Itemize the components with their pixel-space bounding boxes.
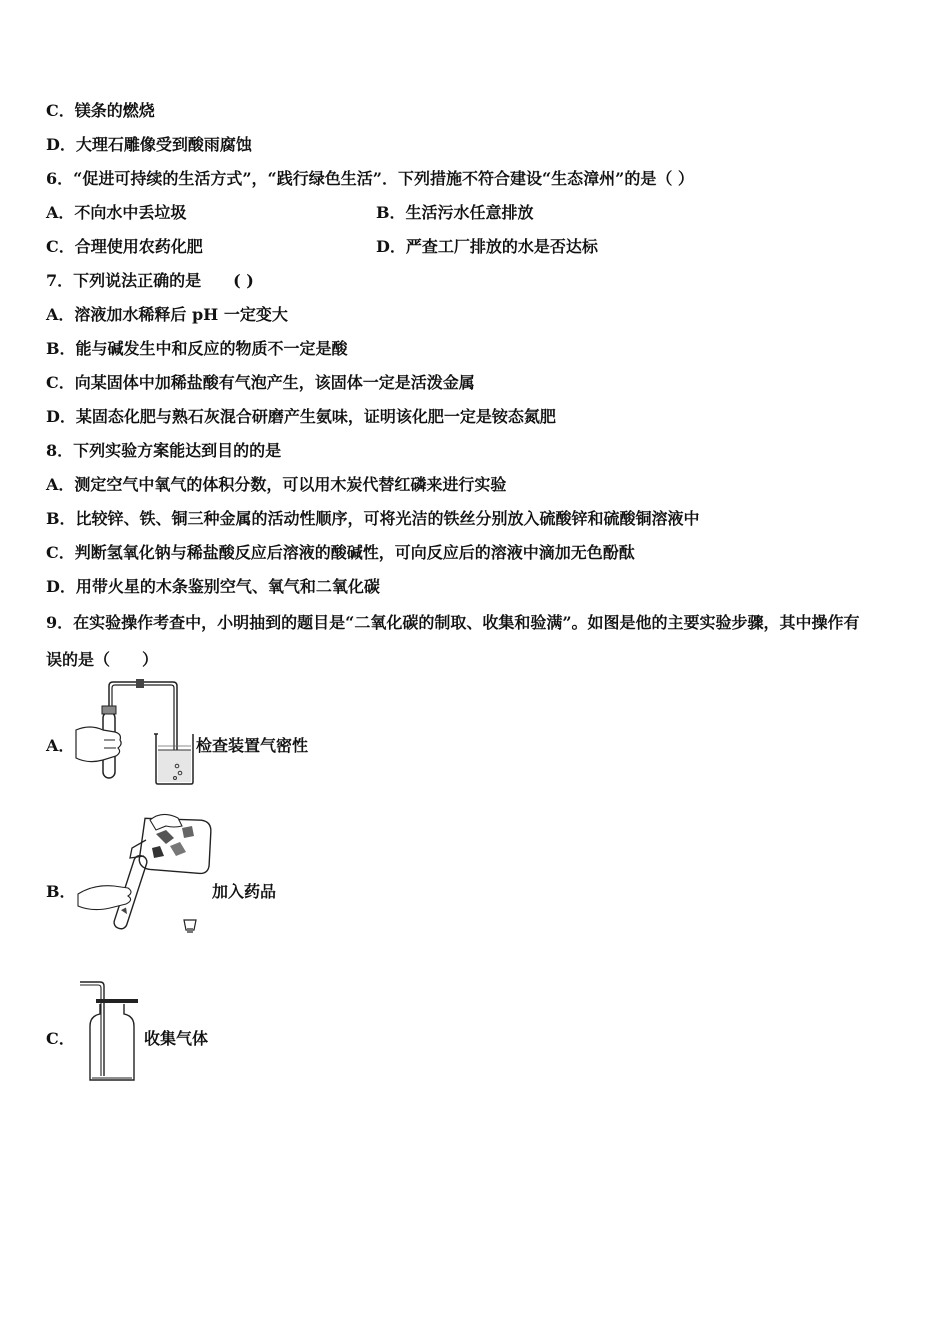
q6-option-d: D．严查工厂排放的水是否达标 xyxy=(376,237,598,256)
q9-option-b-letter: B． xyxy=(46,882,76,901)
q6-option-a: A．不向水中丢垃圾 xyxy=(46,203,187,222)
adding-reagent-figure xyxy=(70,812,215,937)
gas-collection-figure xyxy=(78,978,144,1084)
q8-option-a: A．测定空气中氧气的体积分数，可以用木炭代替红磷来进行实验 xyxy=(46,475,507,494)
q7-option-a: A．溶液加水稀释后 pH 一定变大 xyxy=(46,305,288,324)
q9-stem-line2: 误的是（ ） xyxy=(46,650,159,669)
q9-option-a-label: 检查装置气密性 xyxy=(196,736,309,755)
q6-option-c: C．合理使用农药化肥 xyxy=(46,237,203,256)
q8-option-b: B．比较锌、铁、铜三种金属的活动性顺序，可将光洁的铁丝分别放入硫酸锌和硫酸铜溶液中 xyxy=(46,509,700,528)
q5-option-d: D．大理石雕像受到酸雨腐蚀 xyxy=(46,135,252,154)
q9-option-c-label: 收集气体 xyxy=(144,1029,209,1048)
q9-option-a-letter: A． xyxy=(46,736,75,755)
adding-reagent-drawing xyxy=(70,812,215,937)
q7-stem: 7．下列说法正确的是 ( ) xyxy=(46,271,254,290)
q6-stem: 6．“促进可持续的生活方式”，“践行绿色生活”．下列措施不符合建设“生态漳州”的是（ ） xyxy=(46,169,694,188)
q8-option-c: C．判断氢氧化钠与稀盐酸反应后溶液的酸碱性，可向反应后的溶液中滴加无色酚酞 xyxy=(46,543,635,562)
q7-option-b: B．能与碱发生中和反应的物质不一定是酸 xyxy=(46,339,348,358)
q8-stem: 8．下列实验方案能达到目的的是 xyxy=(46,441,282,460)
gas-jar-drawing xyxy=(78,978,144,1084)
q5-option-c: C．镁条的燃烧 xyxy=(46,101,155,120)
q6-option-b: B．生活污水任意排放 xyxy=(376,203,534,222)
q9-option-c-letter: C． xyxy=(46,1029,75,1048)
q9-option-b-label: 加入药品 xyxy=(212,882,277,901)
q7-option-c: C．向某固体中加稀盐酸有气泡产生，该固体一定是活泼金属 xyxy=(46,373,475,392)
q8-option-d: D．用带火星的木条鉴别空气、氧气和二氧化碳 xyxy=(46,577,380,596)
airtightness-apparatus-drawing xyxy=(70,678,200,788)
q9-stem-line1: 9．在实验操作考查中，小明抽到的题目是“二氧化碳的制取、收集和验满”。如图是他的主要实验步骤，其中操作有 xyxy=(46,613,860,632)
q7-option-d: D．某固态化肥与熟石灰混合研磨产生氨味，证明该化肥一定是铵态氮肥 xyxy=(46,407,556,426)
airtightness-check-figure xyxy=(70,678,200,788)
